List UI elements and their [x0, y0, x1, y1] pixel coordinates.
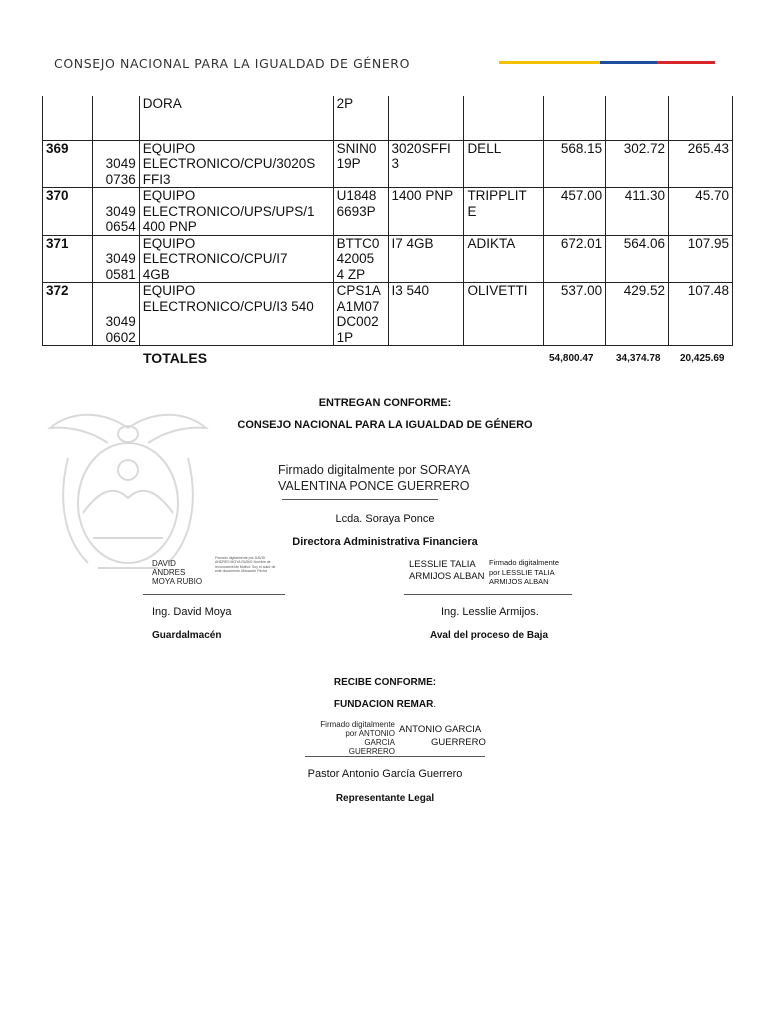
david-role: Guardalmacén: [152, 630, 222, 641]
value-cell-1: 568.15: [544, 140, 606, 188]
model-cell: [388, 96, 464, 140]
soraya-digital-signature: [278, 462, 470, 494]
item-number-cell: 370: [43, 188, 93, 236]
signature-rule-antonio: [305, 756, 485, 757]
lesslie-name: Ing. Lesslie Armijos.: [441, 606, 539, 618]
antonio-name: Pastor Antonio García Guerrero: [307, 768, 463, 780]
table-row: [43, 140, 733, 188]
value-cell-2: 302.72: [606, 140, 669, 188]
lesslie-signature-detail: Firmado digitalmente por LESSLIE TALIA ARMIJOS ALBAN: [489, 558, 560, 586]
flag-stripe-yellow: [499, 61, 600, 64]
value-cell-1: 457.00: [544, 188, 606, 236]
lesslie-digital-signature: LESSLIE TALIA ARMIJOS ALBAN: [409, 559, 485, 582]
totals-label: TOTALES: [143, 350, 208, 366]
signature-rule-lesslie: [404, 594, 572, 595]
model-cell: 3020SFFI 3: [388, 140, 464, 188]
brand-cell: OLIVETTI: [464, 283, 544, 346]
total-value-2: 34,374.78: [616, 353, 661, 364]
brand-cell: ADIKTA: [464, 235, 544, 283]
value-cell-2: [606, 96, 669, 140]
description-cell: DORA: [139, 96, 333, 140]
asset-code-cell: 3049 0654: [92, 188, 139, 236]
entregan-heading: ENTREGAN CONFORME:: [318, 397, 452, 409]
inventory-table: [42, 96, 733, 346]
brand-cell: TRIPPLIT E: [464, 188, 544, 236]
serial-cell: CPS1A A1M07 DC002 1P: [333, 283, 388, 346]
flag-stripe-blue: [600, 61, 657, 64]
item-number-cell: 369: [43, 140, 93, 188]
soraya-name: Lcda. Soraya Ponce: [335, 513, 435, 525]
antonio-role: Representante Legal: [335, 793, 435, 804]
header-title: CONSEJO NACIONAL PARA LA IGUALDAD DE GÉNERO: [54, 56, 411, 71]
table-row: [43, 188, 733, 236]
asset-code-cell: 3049 0581: [92, 235, 139, 283]
table-row: [43, 283, 733, 346]
model-cell: I3 540: [388, 283, 464, 346]
model-cell: I7 4GB: [388, 235, 464, 283]
serial-cell: U1848 6693P: [333, 188, 388, 236]
description-cell: EQUIPO ELECTRONICO/CPU/I3 540: [139, 283, 333, 346]
table-row: [43, 235, 733, 283]
antonio-digital-signature: ANTONIO GARCIA GUERRERO: [399, 724, 486, 748]
david-signature-fine-print: Firmado digitalmente por DAVID ANDRES MOYA RUBIO Nombre de reconocimiento Motivo: Soy el autor de este documento Ubicación Fecha: [215, 556, 276, 573]
value-cell-3: 45.70: [669, 188, 733, 236]
description-cell: EQUIPO ELECTRONICO/UPS/UPS/1 400 PNP: [139, 188, 333, 236]
serial-cell: BTTC0 42005 4 ZP: [333, 235, 388, 283]
brand-cell: [464, 96, 544, 140]
value-cell-3: 265.43: [669, 140, 733, 188]
asset-code-cell: 3049 0736: [92, 140, 139, 188]
david-digital-signature: DAVID ANDRES MOYA RUBIO: [152, 559, 203, 586]
serial-cell: SNIN0 19P: [333, 140, 388, 188]
soraya-signature-line-2: VALENTINA PONCE GUERRERO: [278, 479, 470, 493]
recibe-heading: RECIBE CONFORME:: [333, 677, 437, 688]
serial-cell: 2P: [333, 96, 388, 140]
antonio-signature-detail: Firmado digitalmente por ANTONIO GARCIA GUERRERO: [320, 720, 395, 756]
lesslie-role: Aval del proceso de Baja: [430, 630, 549, 641]
item-number-cell: 371: [43, 235, 93, 283]
david-name: Ing. David Moya: [152, 606, 232, 618]
recibe-org: FUNDACION REMAR.: [333, 699, 437, 710]
value-cell-3: [669, 96, 733, 140]
value-cell-2: 429.52: [606, 283, 669, 346]
model-cell: 1400 PNP: [388, 188, 464, 236]
total-value-3: 20,425.69: [680, 353, 725, 364]
entregan-org: CONSEJO NACIONAL PARA LA IGUALDAD DE GÉNERO: [237, 419, 533, 431]
table-row: [43, 96, 733, 140]
value-cell-3: 107.95: [669, 235, 733, 283]
soraya-role: Directora Administrativa Financiera: [292, 536, 478, 548]
value-cell-1: [544, 96, 606, 140]
asset-code-cell: [92, 96, 139, 140]
signature-rule-david: [143, 594, 285, 595]
value-cell-2: 411.30: [606, 188, 669, 236]
signature-rule-soraya: [282, 499, 438, 500]
soraya-signature-line-1: Firmado digitalmente por SORAYA: [278, 463, 470, 477]
value-cell-1: 672.01: [544, 235, 606, 283]
value-cell-2: 564.06: [606, 235, 669, 283]
flag-stripe-red: [657, 61, 715, 64]
description-cell: EQUIPO ELECTRONICO/CPU/I7 4GB: [139, 235, 333, 283]
asset-code-cell: 3049 0602: [92, 283, 139, 346]
item-number-cell: [43, 96, 93, 140]
description-cell: EQUIPO ELECTRONICO/CPU/3020S FFI3: [139, 140, 333, 188]
total-value-1: 54,800.47: [549, 353, 594, 364]
value-cell-1: 537.00: [544, 283, 606, 346]
value-cell-3: 107.48: [669, 283, 733, 346]
brand-cell: DELL: [464, 140, 544, 188]
item-number-cell: 372: [43, 283, 93, 346]
